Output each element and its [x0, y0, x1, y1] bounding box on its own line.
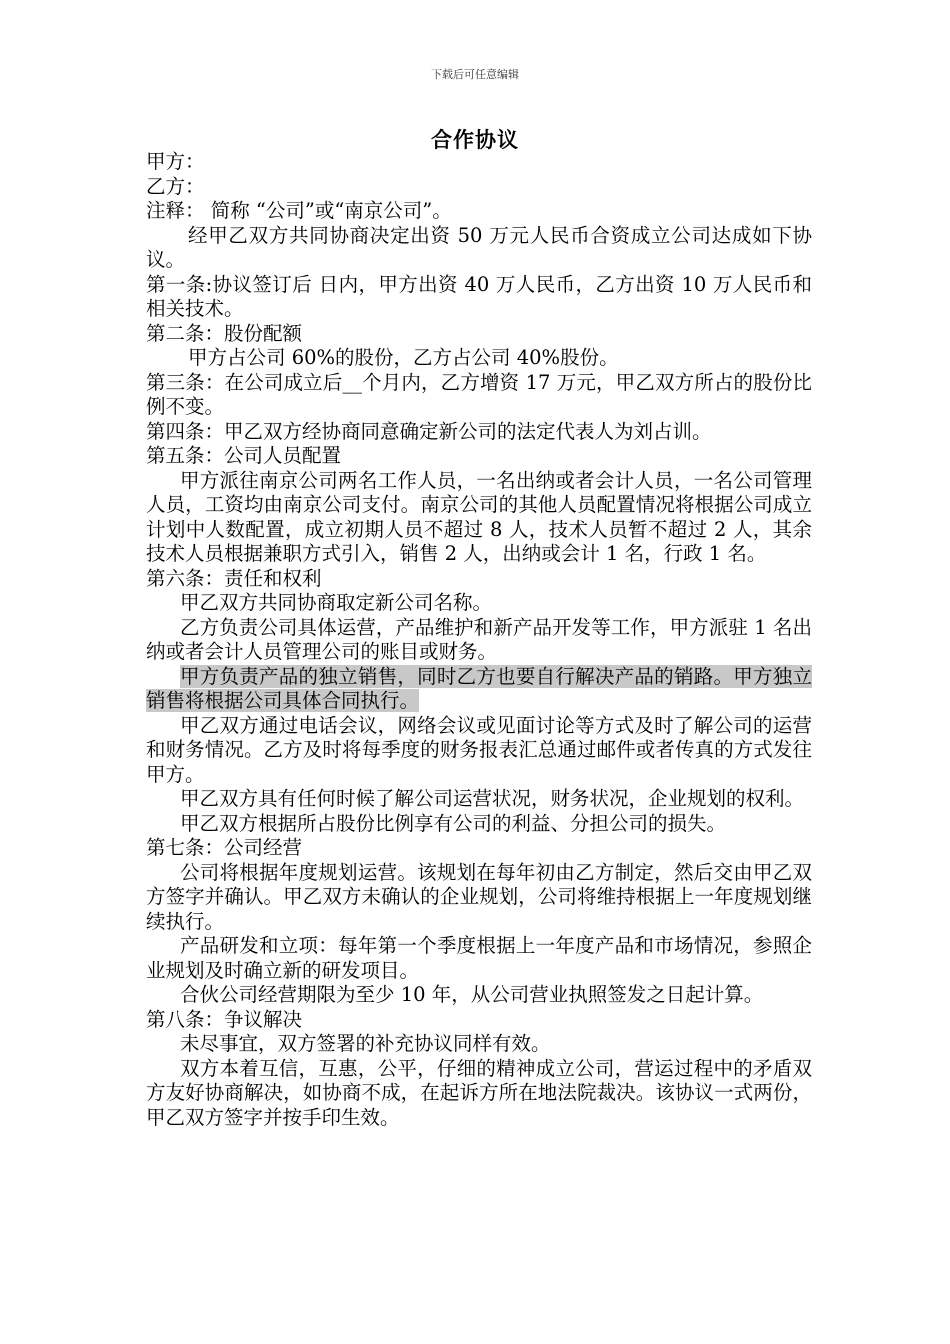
party-b-line: 乙方： — [146, 174, 205, 198]
document-title: 合作协议 — [431, 127, 519, 152]
header-note: 下载后可任意编辑 — [431, 68, 519, 81]
article-6-paragraph: 甲乙双方共同协商取定新公司名称。 — [180, 591, 493, 614]
article-2-heading: 第二条：股份配额 — [146, 321, 303, 345]
article-6-highlighted-paragraph — [146, 665, 812, 714]
party-a-line: 甲方： — [146, 150, 205, 173]
article-8-paragraph: 双方本着互信，互惠，公平，仔细的精神成立公司，营运过程中的矛盾双方友好协商解决，如协商不成，在起诉方所在地法院裁决。该协议一式两份，甲乙双方签字并按手印生效。 — [146, 1056, 812, 1129]
article-7-paragraph: 公司将根据年度规划运营。该规划在每年初由乙方制定，然后交由甲乙双方签字并确认。甲乙双方未确认的企业规划，公司将维持根据上一年度规划继续执行。 — [146, 860, 812, 933]
article-7-heading: 第七条：公司经营 — [146, 836, 303, 859]
preamble-paragraph: 经甲乙双方共同协商决定出资 50 万元人民币合资成立公司达成如下协议。 — [146, 223, 812, 271]
note-line: 注释： 简称 “公司”或“南京公司”。 — [146, 199, 452, 222]
article-6-paragraph: 甲乙双方具有任何时候了解公司运营状况，财务状况，企业规划的权利。 — [180, 787, 805, 810]
document-body — [146, 150, 812, 1130]
article-3: 第三条：在公司成立后__个月内，乙方增资 17 万元，甲乙双方所占的股份比例不变。 — [146, 370, 812, 418]
article-8-heading: 第八条：争议解决 — [146, 1007, 303, 1031]
article-1: 第一条:协议签订后 日内，甲方出资 40 万人民币，乙方出资 10 万人民币和相关技术。 — [146, 272, 812, 320]
article-6-paragraph: 甲乙双方通过电话会议，网络会议或见面讨论等方式及时了解公司的运营和财务情况。乙方及时将每季度的财务报表汇总通过邮件或者传真的方式发往甲方。 — [146, 713, 812, 786]
article-6-paragraph: 乙方负责公司具体运营，产品维护和新产品开发等工作，甲方派驻 1 名出纳或者会计人员管理公司的账目或财务。 — [146, 615, 812, 663]
article-4: 第四条：甲乙双方经协商同意确定新公司的法定代表人为刘占训。 — [146, 419, 712, 443]
article-6-paragraph: 甲乙双方根据所占股份比例享有公司的利益、分担公司的损失。 — [180, 811, 727, 835]
article-5-heading: 第五条：公司人员配置 — [146, 444, 342, 467]
article-5-body: 甲方派往南京公司两名工作人员，一名出纳或者会计人员，一名公司管理人员，工资均由南京公司支付。南京公司的其他人员配置情况将根据公司成立计划中人数配置，成立初期人员不超过 8 人，技术人员暂不超过 2 人，其余技术人员根据兼职方式引入，销售 2 人，出纳或会计 1 名，行政 1 名。 — [146, 468, 812, 565]
article-7-paragraph: 产品研发和立项：每年第一个季度根据上一年度产品和市场情况，参照企业规划及时确立新的研发项目。 — [146, 934, 812, 982]
article-7-paragraph: 合伙公司经营期限为至少 10 年，从公司营业执照签发之日起计算。 — [180, 983, 764, 1006]
article-8-paragraph: 未尽事宜，双方签署的补充协议同样有效。 — [180, 1032, 551, 1055]
highlighted-text: 甲方负责产品的独立销售，同时乙方也要自行解决产品的销路。甲方独立销售将根据公司具体合同执行。 — [146, 664, 812, 712]
article-6-heading: 第六条：责任和权利 — [146, 566, 322, 590]
article-2-body: 甲方占公司 60%的股份，乙方占公司 40%股份。 — [188, 346, 619, 369]
